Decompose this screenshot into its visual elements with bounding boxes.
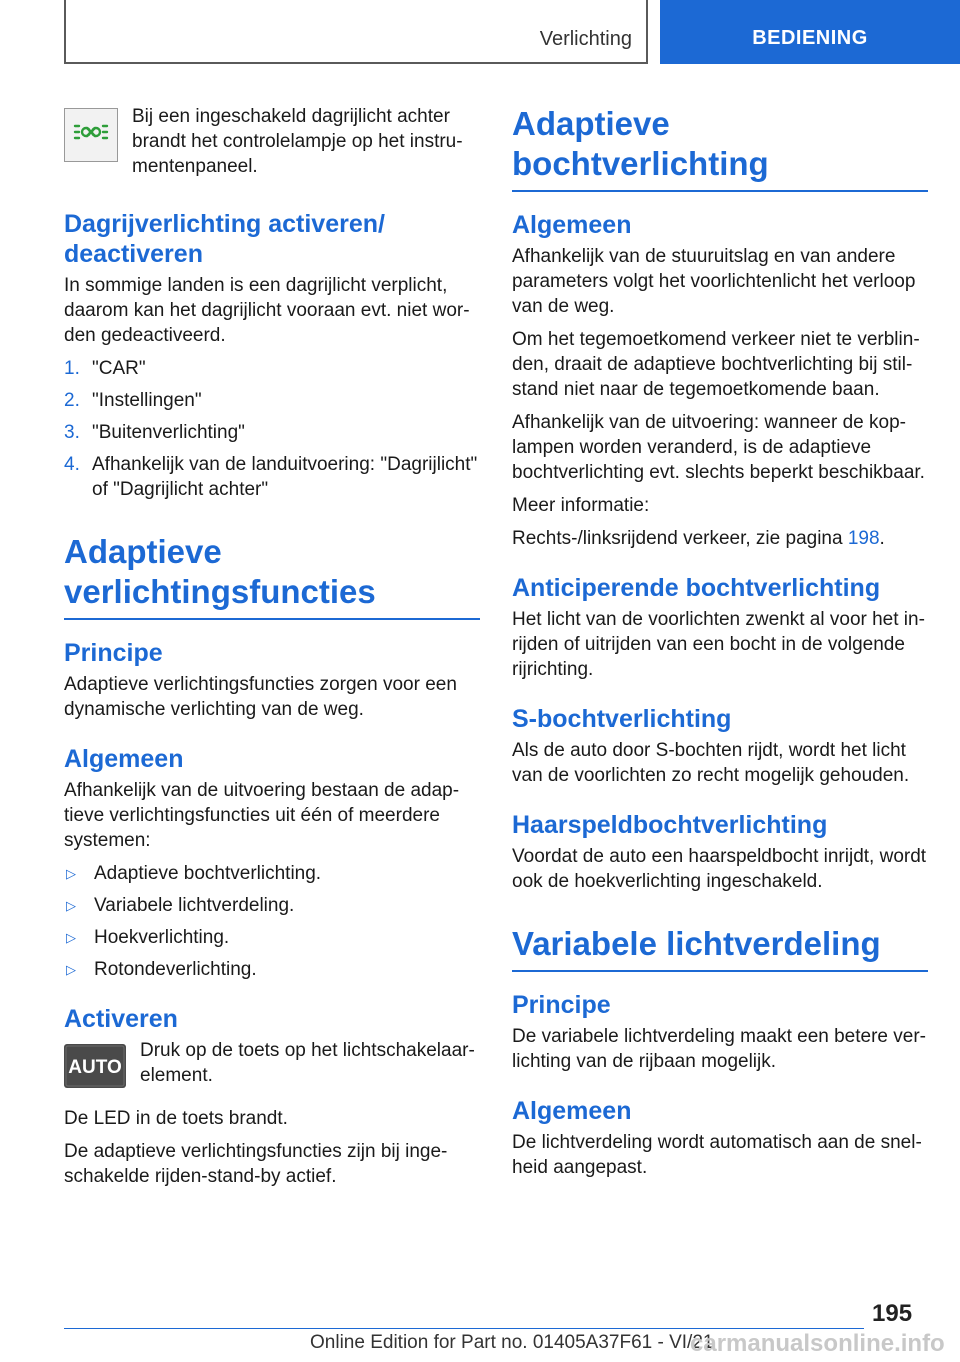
right-column <box>512 104 928 1188</box>
watermark: carmanualsonline.info <box>690 1330 945 1357</box>
page-number: 195 <box>872 1300 913 1327</box>
list-item: 1. "CAR" <box>64 358 146 379</box>
heading-principe: Principe <box>64 639 163 667</box>
algemeen-text: Afhankelijk van de uitvoering bestaan de adaptieve verlichtingsfuncties uit één of meerdere systemen: <box>64 780 460 851</box>
list-item: ▷ Adaptieve bochtverlichting. <box>66 863 322 884</box>
heading-dagrij: Dagrijverlichting activeren/ deactiveren <box>64 210 385 268</box>
page-reference-link[interactable]: 198 <box>847 528 880 549</box>
auto-button-icon <box>64 1044 126 1093</box>
heading-variable-light: Variabele lichtverdeling <box>512 924 928 972</box>
heading-adaptive-functions: Adaptieve verlichtingsfuncties <box>64 532 480 620</box>
page-header <box>0 0 960 66</box>
heading-algemeen: Algemeen <box>512 211 632 239</box>
list-item: ▷ Variabele lichtverdeling. <box>66 895 295 916</box>
dagrij-text: In sommige landen is een dagrijlicht verplicht, daarom kan het dagrijlicht vooraan evt. niet worden gedeactiveerd. <box>64 275 470 346</box>
heading-adaptive-cornering: Adaptieve bochtverlichting <box>512 104 928 192</box>
list-item: ▷ Rotondeverlichting. <box>66 959 257 980</box>
section-tab <box>64 0 648 64</box>
heading-anticiperend: Anticiperende bochtverlichting <box>512 574 881 602</box>
paragraph: Rechts-/linksrijdend verkeer, zie pagina 198. <box>512 528 885 549</box>
heading-algemeen: Algemeen <box>64 745 184 773</box>
triangle-bullet-icon: ▷ <box>66 962 76 977</box>
list-item: ▷ Hoekverlichting. <box>66 927 230 948</box>
standby-text: De adaptieve verlichtingsfuncties zijn bij ingeschakelde rijden-stand-by actief. <box>64 1141 448 1187</box>
list-item: 3. "Buitenverlichting" <box>64 422 245 443</box>
led-text: De LED in de toets brandt. <box>64 1108 288 1129</box>
edition-text: Online Edition for Part no. 01405A37F61 - VI/21 <box>310 1332 714 1353</box>
principe-text: Adaptieve verlichtingsfuncties zorgen voor een dynamische verlichting van de weg. <box>64 674 457 720</box>
daytime-running-light-icon <box>64 108 118 167</box>
intro-text: Bij een ingeschakeld dagrijlicht achter brandt het controlelampje op het instrumentenpaneel. <box>132 106 463 177</box>
paragraph: Om het tegemoetkomend verkeer niet te verblinden, draait de adaptieve bochtverlichting bij stilstand niet naar de tegemoetkomende baan. <box>512 329 920 400</box>
footer-divider <box>64 1328 864 1329</box>
heading-haarspeld: Haarspeldbochtverlichting <box>512 811 828 839</box>
heading-principe: Principe <box>512 991 611 1019</box>
section-title: Verlichting <box>539 28 632 50</box>
list-item: 2. "Instellingen" <box>64 390 202 411</box>
systems-list <box>64 861 480 982</box>
paragraph: Het licht van de voorlichten zwenkt al voor het inrijden of uitrijden van een bocht in de volgende rijrichting. <box>512 609 925 680</box>
indicator-note <box>64 104 480 187</box>
paragraph: De variabele lichtverdeling maakt een betere verlichting van de rijbaan mogelijk. <box>512 1026 926 1072</box>
heading-s-bocht: S-bochtverlichting <box>512 705 732 733</box>
heading-activeren: Activeren <box>64 1005 178 1033</box>
auto-text: Druk op de toets op het lichtschakelaarelement. <box>140 1040 475 1086</box>
chapter-tab: BEDIENING <box>660 0 960 64</box>
paragraph: Afhankelijk van de uitvoering: wanneer de koplampen worden veranderd, is de adaptieve bochtverlichting evt. slechts beperkt beschikbaar. <box>512 412 925 483</box>
triangle-bullet-icon: ▷ <box>66 930 76 945</box>
list-item: 4. Afhankelijk van de landuitvoering: "Dagrijlicht" of "Dagrijlicht achter" <box>64 454 478 500</box>
paragraph: De lichtverdeling wordt automatisch aan de snelheid aangepast. <box>512 1132 922 1178</box>
paragraph: Meer informatie: <box>512 495 650 516</box>
svg-text:AUTO: AUTO <box>68 1057 122 1078</box>
steps-list <box>64 356 480 502</box>
paragraph: Afhankelijk van de stuuruitslag en van andere parameters volgt het voorlichtenlicht het verloop van de weg. <box>512 246 916 317</box>
paragraph: Voordat de auto een haarspeldbocht inrijdt, wordt ook de hoekverlichting ingeschakeld. <box>512 846 927 892</box>
auto-button-note <box>64 1038 480 1096</box>
triangle-bullet-icon: ▷ <box>66 898 76 913</box>
paragraph: Als de auto door S-bochten rijdt, wordt het licht van de voorlichten zo recht mogelijk gehouden. <box>512 740 910 786</box>
triangle-bullet-icon: ▷ <box>66 866 76 881</box>
left-column <box>64 104 480 1197</box>
heading-algemeen: Algemeen <box>512 1097 632 1125</box>
